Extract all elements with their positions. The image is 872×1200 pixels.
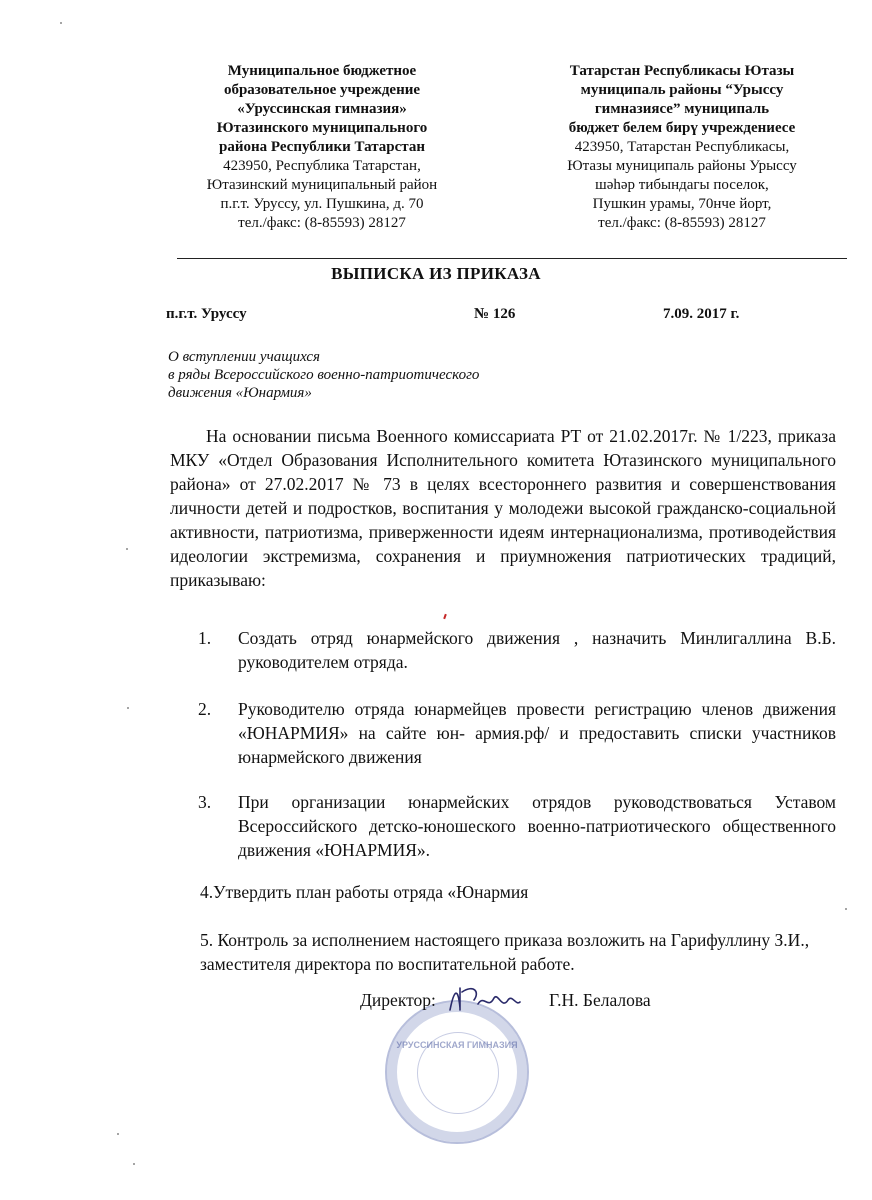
item-number: 3. — [198, 792, 212, 812]
document-title: ВЫПИСКА ИЗ ПРИКАЗА — [331, 264, 541, 283]
scan-speck — [60, 22, 62, 24]
director-signature — [444, 980, 524, 1020]
director-name: Г.Н. Белалова — [549, 990, 651, 1010]
order-subject — [168, 348, 588, 402]
scan-speck — [133, 1163, 135, 1165]
signature-label: Директор: — [360, 990, 436, 1010]
order-item — [198, 697, 836, 769]
order-item — [200, 928, 820, 976]
item-text: 5. Контроль за исполнением настоящего приказа возложить на Гарифуллину З.И., заместителя директора по воспитательной работе. — [200, 930, 810, 974]
header-left-phone: тел./факс: (8-85593) 28127 — [238, 215, 406, 231]
scan-speck — [126, 548, 128, 550]
header-right-address-line: шәһәр тибындагы поселок, — [595, 177, 769, 193]
header-right-block — [527, 62, 837, 233]
item-text: При организации юнармейских отрядов руководствоваться Уставом Всероссийского детско-юношеского военно-патриотического общественного движения «ЮНАРМИЯ». — [238, 792, 836, 860]
header-right-address-line: Ютазы муниципаль районы Урыссу — [567, 158, 797, 174]
header-left-org-line: района Республики Татарстан — [219, 139, 425, 155]
header-right-address-line: Пушкин урамы, 70нче йорт, — [592, 196, 772, 212]
order-item — [198, 790, 836, 862]
scan-speck — [127, 707, 129, 709]
header-left-org-line: «Уруссинская гимназия» — [237, 101, 407, 117]
scan-speck — [117, 1133, 119, 1135]
ink-mark — [443, 614, 447, 619]
header-right-phone: тел./факс: (8-85593) 28127 — [598, 215, 766, 231]
scan-speck — [845, 908, 847, 910]
item-number: 1. — [198, 628, 212, 648]
header-right-org-line: гимназиясе” муниципаль — [594, 101, 770, 117]
header-right-org-line: Татарстан Республикасы Ютазы — [569, 63, 795, 79]
stamp-text: УРУССИНСКАЯ ГИМНАЗИЯ — [396, 1040, 518, 1050]
header-left-org-line: образовательное учреждение — [223, 82, 421, 98]
item-text: Руководителю отряда юнармейцев провести регистрацию членов движения «ЮНАРМИЯ» на сайте юн- армия.рф/ и предоставить списки участников юнармейского движения — [238, 699, 836, 767]
header-left-address-line: Ютазинский муниципальный район — [206, 177, 438, 193]
order-number: № 126 — [474, 306, 516, 322]
order-date: 7.09. 2017 г. — [663, 306, 740, 322]
header-left-address-line: 423950, Республика Татарстан, — [223, 158, 421, 174]
official-stamp — [385, 1000, 529, 1144]
header-left-block — [167, 62, 477, 233]
header-left-org-line: Ютазинского муниципального — [216, 120, 428, 136]
subject-line: в ряды Всероссийского военно-патриотического — [168, 367, 480, 383]
header-divider — [177, 258, 847, 259]
order-item — [198, 626, 836, 674]
order-preamble: На основании письма Военного комиссариата РТ от 21.02.2017г. № 1/223, приказа МКУ «Отдел Образования Исполнительного комитета Ютазинского муниципального района» от 27.02.2017 № 73 в целях всестороннего развития и совершенствования личности детей и подростков, воспитания у молодежи высокой гражданско-социальной активности, патриотизма, приверженности идеям интернационализма, противодействия идеологии экстремизма, сохранения и приумножения патриотических традиций, приказываю: — [170, 426, 836, 590]
header-left-address-line: п.г.т. Уруссу, ул. Пушкина, д. 70 — [220, 196, 424, 212]
order-place: п.г.т. Уруссу — [166, 306, 247, 322]
item-text: Создать отряд юнармейского движения , назначить Минлигаллина В.Б. руководителем отряда. — [238, 628, 836, 672]
header-right-org-line: бюджет белем бирү учреждениесе — [568, 120, 796, 136]
subject-line: О вступлении учащихся — [168, 349, 320, 365]
header-right-address-line: 423950, Татарстан Республикасы, — [574, 139, 790, 155]
item-number: 2. — [198, 699, 212, 719]
order-item — [200, 880, 820, 904]
header-right-org-line: муниципаль районы “Урыссу — [580, 82, 784, 98]
header-left-org-line: Муниципальное бюджетное — [227, 63, 417, 79]
item-text: 4.Утвердить план работы отряда «Юнармия — [200, 882, 529, 902]
subject-line: движения «Юнармия» — [168, 385, 312, 401]
